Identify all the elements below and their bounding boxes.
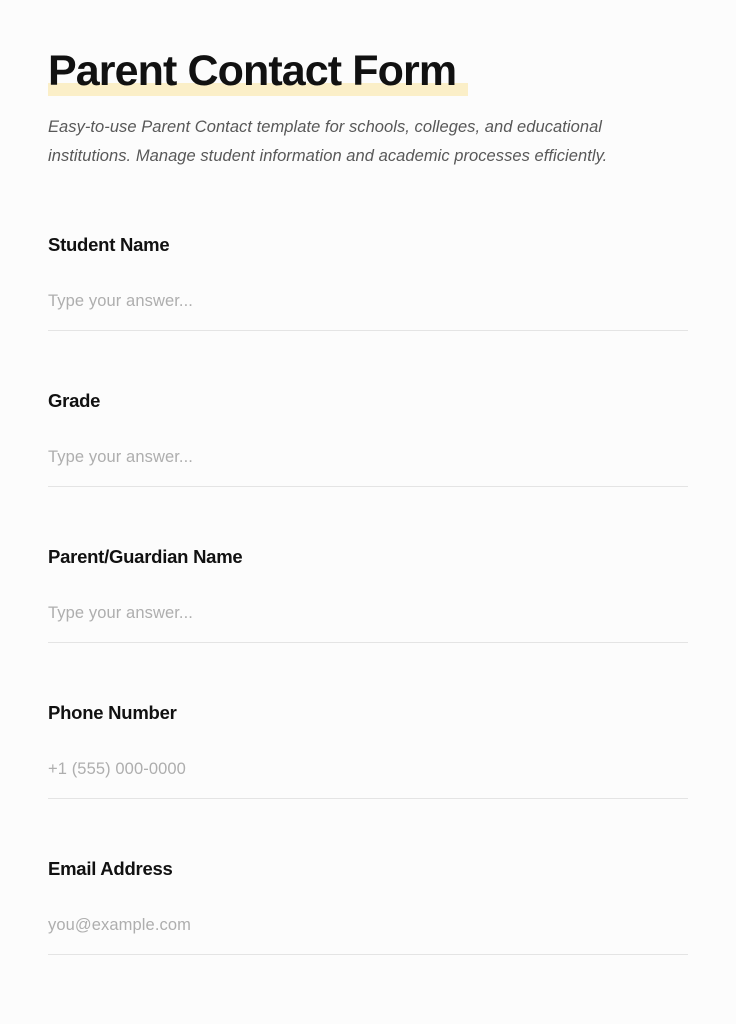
form-header — [48, 0, 688, 171]
field-label: Phone Number — [48, 701, 177, 723]
field-label: Email Address — [48, 857, 173, 879]
form-fields — [48, 219, 688, 955]
field-phone-number — [48, 687, 688, 799]
student-name-input[interactable] — [48, 287, 688, 331]
parent-guardian-name-input[interactable] — [48, 599, 688, 643]
field-grade — [48, 375, 688, 487]
field-parent-guardian-name — [48, 531, 688, 643]
phone-number-input[interactable] — [48, 755, 688, 799]
field-student-name — [48, 219, 688, 331]
page-title: Parent Contact Form — [48, 47, 457, 95]
grade-input[interactable] — [48, 443, 688, 487]
field-label: Grade — [48, 389, 101, 411]
field-label: Parent/Guardian Name — [48, 545, 243, 567]
email-address-input[interactable] — [48, 911, 688, 955]
page-title-wrapper — [48, 46, 456, 97]
field-label: Student Name — [48, 233, 170, 255]
form-description: Easy-to-use Parent Contact template for schools, colleges, and educational institutions. Manage student information and academic processes efficiently. — [48, 117, 608, 165]
field-email-address — [48, 843, 688, 955]
